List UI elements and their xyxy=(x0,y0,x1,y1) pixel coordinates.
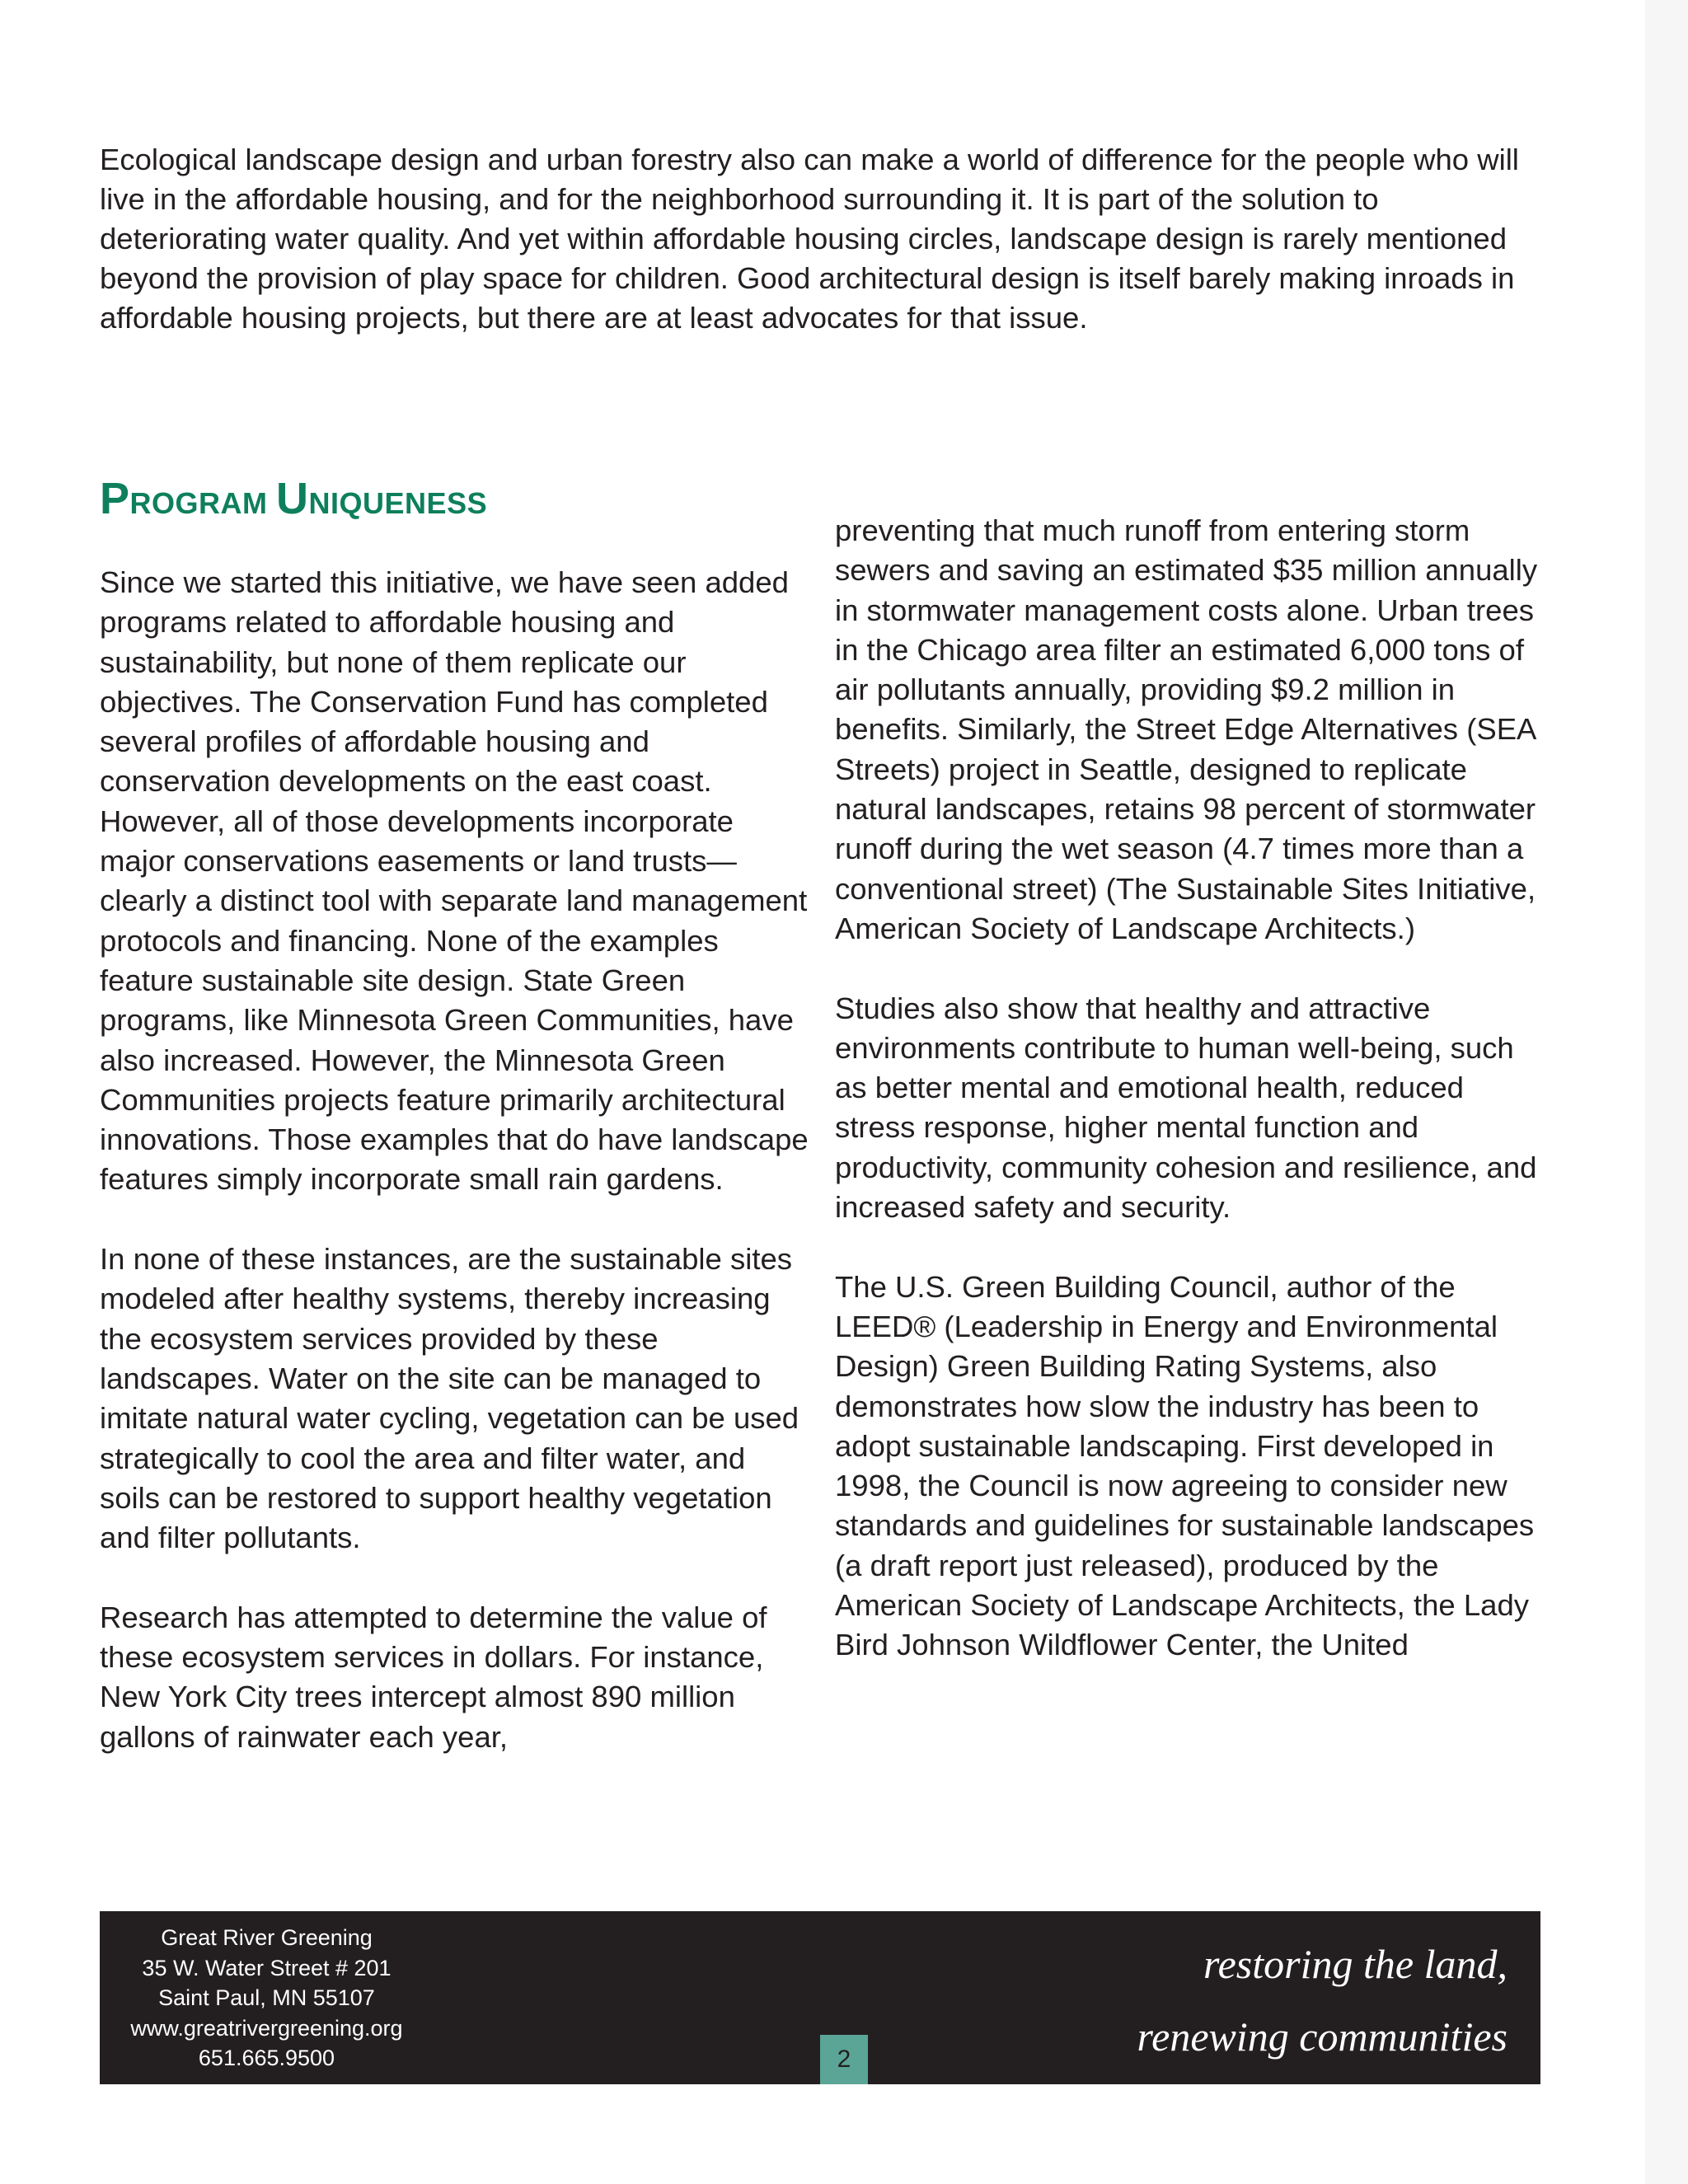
section-heading xyxy=(100,474,487,528)
left-column xyxy=(100,563,809,1797)
org-name: Great River Greening xyxy=(161,1925,373,1950)
heading-word-rest: ROGRAM xyxy=(129,486,268,520)
right-paragraph-3: The U.S. Green Building Council, author of the LEED® (Leadership in Energy and Environmental Design) Green Building Rating Systems, also demonstrates how slow the industry has been to adopt sustainable landscaping. First developed in 1998, the Council is now agreeing to consider new standards and guidelines for sustainable landscapes (a draft report just released), produced by the American Society of Landscape Architects, the Lady Bird Johnson Wildflower Center, the United xyxy=(835,1269,1535,1662)
left-paragraph-1: Since we started this initiative, we have seen added programs related to affordable housing and sustainability, but none of them replicate our objectives. The Conservation Fund has completed several profiles of affordable housing and conservation developments on the east coast. However, all of those developments incorporate major conservations easements or land trusts—clearly a distinct tool with separate land management protocols and financing. None of the examples feature sustainable site design. State Green programs, like Minnesota Green Communities, have also increased. However, the Minnesota Green Communities projects feature primarily architectural innovations. Those examples that do have landscape features simply incorporate small rain gardens. xyxy=(100,565,809,1197)
right-paragraph-1: preventing that much runoff from entering storm sewers and saving an estimated $35 million annually in stormwater management costs alone. Urban trees in the Chicago area filter an estimated 6,000 tons of air pollutants annually, providing $9.2 million in benefits. Similarly, the Street Edge Alternatives (SEA Streets) project in Seattle, designed to replicate natural landscapes, retains 98 percent of stormwater runoff during the wet season (4.7 times more than a conventional street) (The Sustainable Sites Initiative, American Society of Landscape Architects.) xyxy=(835,513,1538,945)
city-state-zip: Saint Paul, MN 55107 xyxy=(158,1985,375,2010)
footer-tagline xyxy=(1137,1928,1507,2073)
right-paragraph-2: Studies also show that healthy and attractive environments contribute to human well-being, such as better mental and emotional health, reduced stress response, higher mental function and productivity, community cohesion and resilience, and increased safety and security. xyxy=(835,991,1537,1225)
tagline-line-1: restoring the land, xyxy=(1203,1941,1507,1987)
street-address: 35 W. Water Street # 201 xyxy=(142,1955,392,1980)
tagline-line-2: renewing communities xyxy=(1137,2013,1507,2060)
left-paragraph-2: In none of these instances, are the sustainable sites modeled after healthy systems, thereby increasing the ecosystem services provided by these landscapes. Water on the site can be managed to imitate natural water cycling, vegetation can be used strategically to cool the area and filter water, and soils can be restored to support healthy vegetation and filter pollutants. xyxy=(100,1242,799,1555)
website-link[interactable]: www.greatrivergreening.org xyxy=(130,2015,403,2041)
footer-address xyxy=(100,1923,434,2074)
phone-number: 651.665.9500 xyxy=(198,2046,335,2070)
intro-paragraph: Ecological landscape design and urban forestry also can make a world of difference for the people who will live in the affordable housing, and for the neighborhood surrounding it. It is part of the solution to deteriorating water quality. And yet within affordable housing circles, landscape design is rarely mentioned beyond the provision of play space for children. Good architectural design is itself barely making inroads in affordable housing projects, but there are at least advocates for that issue. xyxy=(100,143,1519,335)
heading-initial-u: U xyxy=(276,474,309,523)
page-number-badge: 2 xyxy=(820,2035,868,2084)
heading-initial-p: P xyxy=(100,474,130,523)
heading-word-rest-2: NIQUENESS xyxy=(308,486,488,520)
right-column xyxy=(835,511,1552,1705)
footer-bar xyxy=(100,1911,1540,2084)
left-paragraph-3: Research has attempted to determine the value of these ecosystem services in dollars. For instance, New York City trees intercept almost 890 million gallons of rainwater each year, xyxy=(100,1600,767,1754)
